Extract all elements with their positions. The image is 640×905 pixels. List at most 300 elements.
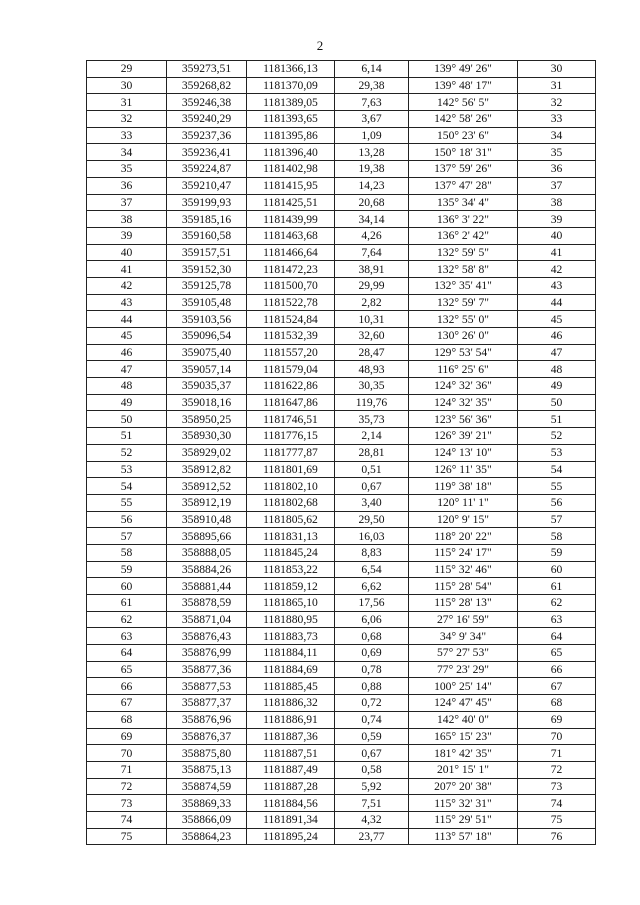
distance-cell: 17,56 xyxy=(335,595,409,612)
y-coordinate-cell: 1181425,51 xyxy=(247,194,335,211)
y-coordinate-cell: 1181805,62 xyxy=(247,511,335,528)
distance-cell: 0,67 xyxy=(335,745,409,762)
distance-cell: 14,23 xyxy=(335,177,409,194)
direction-angle-cell: 132° 59' 5" xyxy=(409,244,518,261)
distance-cell: 6,54 xyxy=(335,561,409,578)
distance-cell: 0,72 xyxy=(335,695,409,712)
table-row xyxy=(87,795,596,812)
direction-angle-cell: 201° 15' 1" xyxy=(409,761,518,778)
distance-cell: 7,64 xyxy=(335,244,409,261)
x-coordinate-cell: 359075,40 xyxy=(167,344,247,361)
distance-cell: 2,14 xyxy=(335,428,409,445)
direction-angle-cell: 207° 20' 38" xyxy=(409,778,518,795)
point-number-cell: 46 xyxy=(87,344,167,361)
next-point-number-cell: 31 xyxy=(518,77,596,94)
distance-cell: 3,67 xyxy=(335,111,409,128)
next-point-number-cell: 39 xyxy=(518,211,596,228)
distance-cell: 4,26 xyxy=(335,227,409,244)
next-point-number-cell: 63 xyxy=(518,611,596,628)
x-coordinate-cell: 359199,93 xyxy=(167,194,247,211)
next-point-number-cell: 50 xyxy=(518,394,596,411)
table-row xyxy=(87,661,596,678)
next-point-number-cell: 53 xyxy=(518,444,596,461)
x-coordinate-cell: 358910,48 xyxy=(167,511,247,528)
y-coordinate-cell: 1181887,49 xyxy=(247,761,335,778)
x-coordinate-cell: 358878,59 xyxy=(167,595,247,612)
next-point-number-cell: 74 xyxy=(518,795,596,812)
table-row xyxy=(87,311,596,328)
y-coordinate-cell: 1181845,24 xyxy=(247,544,335,561)
point-number-cell: 66 xyxy=(87,678,167,695)
next-point-number-cell: 54 xyxy=(518,461,596,478)
next-point-number-cell: 73 xyxy=(518,778,596,795)
next-point-number-cell: 37 xyxy=(518,177,596,194)
direction-angle-cell: 115° 24' 17" xyxy=(409,544,518,561)
y-coordinate-cell: 1181802,10 xyxy=(247,478,335,495)
y-coordinate-cell: 1181885,45 xyxy=(247,678,335,695)
table-row xyxy=(87,695,596,712)
y-coordinate-cell: 1181884,56 xyxy=(247,795,335,812)
direction-angle-cell: 115° 32' 31" xyxy=(409,795,518,812)
table-row xyxy=(87,111,596,128)
x-coordinate-cell: 358876,37 xyxy=(167,728,247,745)
next-point-number-cell: 70 xyxy=(518,728,596,745)
y-coordinate-cell: 1181887,51 xyxy=(247,745,335,762)
point-number-cell: 73 xyxy=(87,795,167,812)
x-coordinate-cell: 358876,43 xyxy=(167,628,247,645)
x-coordinate-cell: 358877,37 xyxy=(167,695,247,712)
point-number-cell: 33 xyxy=(87,127,167,144)
table-row xyxy=(87,611,596,628)
table-row xyxy=(87,444,596,461)
direction-angle-cell: 139° 48' 17" xyxy=(409,77,518,94)
direction-angle-cell: 130° 26' 0" xyxy=(409,328,518,345)
y-coordinate-cell: 1181402,98 xyxy=(247,161,335,178)
point-number-cell: 45 xyxy=(87,328,167,345)
table-row xyxy=(87,745,596,762)
direction-angle-cell: 126° 39' 21" xyxy=(409,428,518,445)
table-row xyxy=(87,628,596,645)
table-row xyxy=(87,394,596,411)
direction-angle-cell: 120° 11' 1" xyxy=(409,494,518,511)
distance-cell: 2,82 xyxy=(335,294,409,311)
y-coordinate-cell: 1181883,73 xyxy=(247,628,335,645)
coordinates-table xyxy=(86,60,596,845)
y-coordinate-cell: 1181801,69 xyxy=(247,461,335,478)
table-row xyxy=(87,811,596,828)
direction-angle-cell: 165° 15' 23" xyxy=(409,728,518,745)
direction-angle-cell: 136° 3' 22" xyxy=(409,211,518,228)
next-point-number-cell: 46 xyxy=(518,328,596,345)
x-coordinate-cell: 358869,33 xyxy=(167,795,247,812)
distance-cell: 13,28 xyxy=(335,144,409,161)
table-row xyxy=(87,411,596,428)
table-row xyxy=(87,595,596,612)
next-point-number-cell: 65 xyxy=(518,645,596,662)
table-row xyxy=(87,127,596,144)
distance-cell: 0,59 xyxy=(335,728,409,745)
next-point-number-cell: 59 xyxy=(518,544,596,561)
direction-angle-cell: 150° 18' 31" xyxy=(409,144,518,161)
direction-angle-cell: 120° 9' 15" xyxy=(409,511,518,528)
point-number-cell: 56 xyxy=(87,511,167,528)
direction-angle-cell: 34° 9' 34" xyxy=(409,628,518,645)
y-coordinate-cell: 1181884,69 xyxy=(247,661,335,678)
point-number-cell: 34 xyxy=(87,144,167,161)
next-point-number-cell: 72 xyxy=(518,761,596,778)
next-point-number-cell: 75 xyxy=(518,811,596,828)
direction-angle-cell: 126° 11' 35" xyxy=(409,461,518,478)
y-coordinate-cell: 1181887,28 xyxy=(247,778,335,795)
distance-cell: 0,69 xyxy=(335,645,409,662)
y-coordinate-cell: 1181524,84 xyxy=(247,311,335,328)
direction-angle-cell: 124° 47' 45" xyxy=(409,695,518,712)
y-coordinate-cell: 1181366,13 xyxy=(247,61,335,78)
table-row xyxy=(87,244,596,261)
y-coordinate-cell: 1181557,20 xyxy=(247,344,335,361)
x-coordinate-cell: 358888,05 xyxy=(167,544,247,561)
point-number-cell: 68 xyxy=(87,711,167,728)
x-coordinate-cell: 358912,82 xyxy=(167,461,247,478)
next-point-number-cell: 57 xyxy=(518,511,596,528)
next-point-number-cell: 64 xyxy=(518,628,596,645)
point-number-cell: 37 xyxy=(87,194,167,211)
point-number-cell: 70 xyxy=(87,745,167,762)
table-row xyxy=(87,344,596,361)
x-coordinate-cell: 359273,51 xyxy=(167,61,247,78)
table-row xyxy=(87,478,596,495)
y-coordinate-cell: 1181532,39 xyxy=(247,328,335,345)
point-number-cell: 35 xyxy=(87,161,167,178)
y-coordinate-cell: 1181886,32 xyxy=(247,695,335,712)
distance-cell: 35,73 xyxy=(335,411,409,428)
table-row xyxy=(87,778,596,795)
direction-angle-cell: 132° 58' 8" xyxy=(409,261,518,278)
next-point-number-cell: 36 xyxy=(518,161,596,178)
table-row xyxy=(87,728,596,745)
distance-cell: 20,68 xyxy=(335,194,409,211)
point-number-cell: 69 xyxy=(87,728,167,745)
y-coordinate-cell: 1181891,34 xyxy=(247,811,335,828)
page-number: 2 xyxy=(316,38,324,53)
distance-cell: 7,63 xyxy=(335,94,409,111)
next-point-number-cell: 49 xyxy=(518,378,596,395)
direction-angle-cell: 124° 13' 10" xyxy=(409,444,518,461)
point-number-cell: 72 xyxy=(87,778,167,795)
y-coordinate-cell: 1181622,86 xyxy=(247,378,335,395)
table-row xyxy=(87,378,596,395)
point-number-cell: 40 xyxy=(87,244,167,261)
next-point-number-cell: 66 xyxy=(518,661,596,678)
direction-angle-cell: 150° 23' 6" xyxy=(409,127,518,144)
next-point-number-cell: 41 xyxy=(518,244,596,261)
next-point-number-cell: 48 xyxy=(518,361,596,378)
y-coordinate-cell: 1181776,15 xyxy=(247,428,335,445)
y-coordinate-cell: 1181831,13 xyxy=(247,528,335,545)
y-coordinate-cell: 1181859,12 xyxy=(247,578,335,595)
next-point-number-cell: 44 xyxy=(518,294,596,311)
distance-cell: 48,93 xyxy=(335,361,409,378)
x-coordinate-cell: 358866,09 xyxy=(167,811,247,828)
next-point-number-cell: 35 xyxy=(518,144,596,161)
y-coordinate-cell: 1181880,95 xyxy=(247,611,335,628)
next-point-number-cell: 30 xyxy=(518,61,596,78)
point-number-cell: 49 xyxy=(87,394,167,411)
x-coordinate-cell: 359152,30 xyxy=(167,261,247,278)
point-number-cell: 55 xyxy=(87,494,167,511)
table-row xyxy=(87,494,596,511)
distance-cell: 16,03 xyxy=(335,528,409,545)
next-point-number-cell: 67 xyxy=(518,678,596,695)
table-row xyxy=(87,461,596,478)
point-number-cell: 64 xyxy=(87,645,167,662)
x-coordinate-cell: 359240,29 xyxy=(167,111,247,128)
point-number-cell: 41 xyxy=(87,261,167,278)
direction-angle-cell: 123° 56' 36" xyxy=(409,411,518,428)
table-row xyxy=(87,144,596,161)
distance-cell: 34,14 xyxy=(335,211,409,228)
table-row xyxy=(87,328,596,345)
direction-angle-cell: 77° 23' 29" xyxy=(409,661,518,678)
next-point-number-cell: 55 xyxy=(518,478,596,495)
x-coordinate-cell: 359210,47 xyxy=(167,177,247,194)
direction-angle-cell: 139° 49' 26" xyxy=(409,61,518,78)
direction-angle-cell: 115° 28' 54" xyxy=(409,578,518,595)
direction-angle-cell: 124° 32' 36" xyxy=(409,378,518,395)
direction-angle-cell: 132° 35' 41" xyxy=(409,277,518,294)
point-number-cell: 29 xyxy=(87,61,167,78)
point-number-cell: 65 xyxy=(87,661,167,678)
x-coordinate-cell: 359236,41 xyxy=(167,144,247,161)
point-number-cell: 38 xyxy=(87,211,167,228)
point-number-cell: 60 xyxy=(87,578,167,595)
x-coordinate-cell: 359160,58 xyxy=(167,227,247,244)
y-coordinate-cell: 1181396,40 xyxy=(247,144,335,161)
next-point-number-cell: 33 xyxy=(518,111,596,128)
y-coordinate-cell: 1181746,51 xyxy=(247,411,335,428)
x-coordinate-cell: 358875,13 xyxy=(167,761,247,778)
y-coordinate-cell: 1181777,87 xyxy=(247,444,335,461)
point-number-cell: 54 xyxy=(87,478,167,495)
distance-cell: 119,76 xyxy=(335,394,409,411)
next-point-number-cell: 56 xyxy=(518,494,596,511)
distance-cell: 0,78 xyxy=(335,661,409,678)
x-coordinate-cell: 359157,51 xyxy=(167,244,247,261)
x-coordinate-cell: 359103,56 xyxy=(167,311,247,328)
y-coordinate-cell: 1181472,23 xyxy=(247,261,335,278)
y-coordinate-cell: 1181886,91 xyxy=(247,711,335,728)
point-number-cell: 62 xyxy=(87,611,167,628)
point-number-cell: 32 xyxy=(87,111,167,128)
table-row xyxy=(87,645,596,662)
distance-cell: 29,38 xyxy=(335,77,409,94)
y-coordinate-cell: 1181500,70 xyxy=(247,277,335,294)
next-point-number-cell: 58 xyxy=(518,528,596,545)
table-row xyxy=(87,528,596,545)
x-coordinate-cell: 358895,66 xyxy=(167,528,247,545)
y-coordinate-cell: 1181370,09 xyxy=(247,77,335,94)
x-coordinate-cell: 358881,44 xyxy=(167,578,247,595)
y-coordinate-cell: 1181466,64 xyxy=(247,244,335,261)
direction-angle-cell: 27° 16' 59" xyxy=(409,611,518,628)
distance-cell: 0,51 xyxy=(335,461,409,478)
x-coordinate-cell: 359268,82 xyxy=(167,77,247,94)
distance-cell: 3,40 xyxy=(335,494,409,511)
distance-cell: 32,60 xyxy=(335,328,409,345)
table-row xyxy=(87,361,596,378)
next-point-number-cell: 71 xyxy=(518,745,596,762)
direction-angle-cell: 136° 2' 42" xyxy=(409,227,518,244)
table-row xyxy=(87,61,596,78)
distance-cell: 1,09 xyxy=(335,127,409,144)
point-number-cell: 67 xyxy=(87,695,167,712)
y-coordinate-cell: 1181865,10 xyxy=(247,595,335,612)
table-row xyxy=(87,227,596,244)
distance-cell: 28,81 xyxy=(335,444,409,461)
direction-angle-cell: 137° 59' 26" xyxy=(409,161,518,178)
distance-cell: 0,67 xyxy=(335,478,409,495)
direction-angle-cell: 115° 29' 51" xyxy=(409,811,518,828)
y-coordinate-cell: 1181853,22 xyxy=(247,561,335,578)
x-coordinate-cell: 359105,48 xyxy=(167,294,247,311)
y-coordinate-cell: 1181884,11 xyxy=(247,645,335,662)
direction-angle-cell: 115° 28' 13" xyxy=(409,595,518,612)
table-row xyxy=(87,578,596,595)
point-number-cell: 51 xyxy=(87,428,167,445)
distance-cell: 0,74 xyxy=(335,711,409,728)
y-coordinate-cell: 1181463,68 xyxy=(247,227,335,244)
next-point-number-cell: 61 xyxy=(518,578,596,595)
distance-cell: 6,62 xyxy=(335,578,409,595)
direction-angle-cell: 142° 40' 0" xyxy=(409,711,518,728)
distance-cell: 8,83 xyxy=(335,544,409,561)
table-row xyxy=(87,177,596,194)
table-row xyxy=(87,294,596,311)
distance-cell: 0,68 xyxy=(335,628,409,645)
x-coordinate-cell: 358912,52 xyxy=(167,478,247,495)
table-row xyxy=(87,678,596,695)
direction-angle-cell: 119° 38' 18" xyxy=(409,478,518,495)
distance-cell: 29,50 xyxy=(335,511,409,528)
y-coordinate-cell: 1181439,99 xyxy=(247,211,335,228)
x-coordinate-cell: 358930,30 xyxy=(167,428,247,445)
x-coordinate-cell: 358875,80 xyxy=(167,745,247,762)
x-coordinate-cell: 359057,14 xyxy=(167,361,247,378)
point-number-cell: 36 xyxy=(87,177,167,194)
point-number-cell: 53 xyxy=(87,461,167,478)
distance-cell: 6,06 xyxy=(335,611,409,628)
next-point-number-cell: 69 xyxy=(518,711,596,728)
x-coordinate-cell: 358864,23 xyxy=(167,828,247,845)
distance-cell: 0,58 xyxy=(335,761,409,778)
next-point-number-cell: 62 xyxy=(518,595,596,612)
table-row xyxy=(87,277,596,294)
x-coordinate-cell: 358929,02 xyxy=(167,444,247,461)
direction-angle-cell: 116° 25' 6" xyxy=(409,361,518,378)
table-row xyxy=(87,511,596,528)
point-number-cell: 61 xyxy=(87,595,167,612)
next-point-number-cell: 42 xyxy=(518,261,596,278)
table-row xyxy=(87,94,596,111)
distance-cell: 10,31 xyxy=(335,311,409,328)
direction-angle-cell: 135° 34' 4" xyxy=(409,194,518,211)
table-row xyxy=(87,211,596,228)
y-coordinate-cell: 1181395,86 xyxy=(247,127,335,144)
y-coordinate-cell: 1181579,04 xyxy=(247,361,335,378)
point-number-cell: 43 xyxy=(87,294,167,311)
next-point-number-cell: 76 xyxy=(518,828,596,845)
table-row xyxy=(87,561,596,578)
y-coordinate-cell: 1181887,36 xyxy=(247,728,335,745)
x-coordinate-cell: 358877,36 xyxy=(167,661,247,678)
direction-angle-cell: 118° 20' 22" xyxy=(409,528,518,545)
next-point-number-cell: 60 xyxy=(518,561,596,578)
x-coordinate-cell: 358877,53 xyxy=(167,678,247,695)
y-coordinate-cell: 1181647,86 xyxy=(247,394,335,411)
next-point-number-cell: 52 xyxy=(518,428,596,445)
point-number-cell: 52 xyxy=(87,444,167,461)
distance-cell: 23,77 xyxy=(335,828,409,845)
point-number-cell: 30 xyxy=(87,77,167,94)
distance-cell: 38,91 xyxy=(335,261,409,278)
next-point-number-cell: 47 xyxy=(518,344,596,361)
direction-angle-cell: 113° 57' 18" xyxy=(409,828,518,845)
table-row xyxy=(87,761,596,778)
distance-cell: 0,88 xyxy=(335,678,409,695)
y-coordinate-cell: 1181802,68 xyxy=(247,494,335,511)
next-point-number-cell: 68 xyxy=(518,695,596,712)
direction-angle-cell: 57° 27' 53" xyxy=(409,645,518,662)
point-number-cell: 57 xyxy=(87,528,167,545)
distance-cell: 7,51 xyxy=(335,795,409,812)
y-coordinate-cell: 1181895,24 xyxy=(247,828,335,845)
x-coordinate-cell: 359185,16 xyxy=(167,211,247,228)
point-number-cell: 50 xyxy=(87,411,167,428)
point-number-cell: 39 xyxy=(87,227,167,244)
distance-cell: 5,92 xyxy=(335,778,409,795)
direction-angle-cell: 132° 55' 0" xyxy=(409,311,518,328)
direction-angle-cell: 181° 42' 35" xyxy=(409,745,518,762)
point-number-cell: 44 xyxy=(87,311,167,328)
table-row xyxy=(87,261,596,278)
point-number-cell: 58 xyxy=(87,544,167,561)
x-coordinate-cell: 358874,59 xyxy=(167,778,247,795)
next-point-number-cell: 34 xyxy=(518,127,596,144)
table-row xyxy=(87,828,596,845)
distance-cell: 28,47 xyxy=(335,344,409,361)
point-number-cell: 71 xyxy=(87,761,167,778)
x-coordinate-cell: 359246,38 xyxy=(167,94,247,111)
direction-angle-cell: 142° 56' 5" xyxy=(409,94,518,111)
y-coordinate-cell: 1181415,95 xyxy=(247,177,335,194)
direction-angle-cell: 132° 59' 7" xyxy=(409,294,518,311)
direction-angle-cell: 115° 32' 46" xyxy=(409,561,518,578)
x-coordinate-cell: 359096,54 xyxy=(167,328,247,345)
distance-cell: 19,38 xyxy=(335,161,409,178)
distance-cell: 4,32 xyxy=(335,811,409,828)
table-row xyxy=(87,544,596,561)
x-coordinate-cell: 359125,78 xyxy=(167,277,247,294)
next-point-number-cell: 51 xyxy=(518,411,596,428)
point-number-cell: 42 xyxy=(87,277,167,294)
point-number-cell: 63 xyxy=(87,628,167,645)
x-coordinate-cell: 359224,87 xyxy=(167,161,247,178)
direction-angle-cell: 100° 25' 14" xyxy=(409,678,518,695)
next-point-number-cell: 43 xyxy=(518,277,596,294)
table-row xyxy=(87,161,596,178)
x-coordinate-cell: 358876,99 xyxy=(167,645,247,662)
direction-angle-cell: 124° 32' 35" xyxy=(409,394,518,411)
